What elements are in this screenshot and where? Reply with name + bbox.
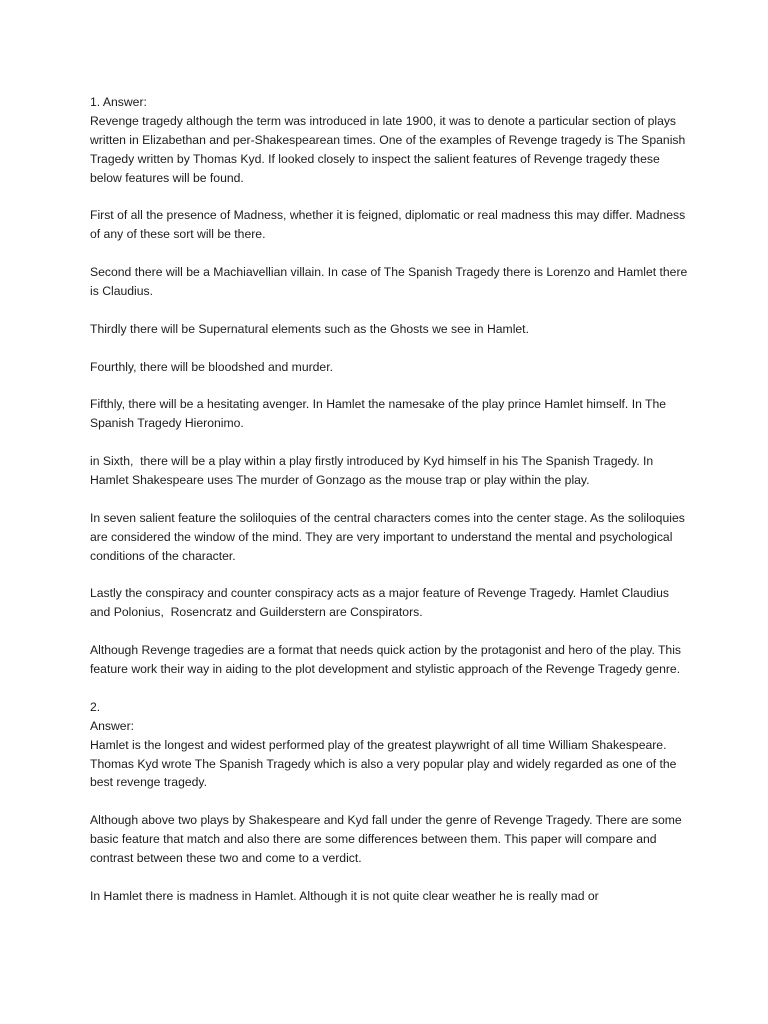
paragraph-conclusion-1: Although Revenge tragedies are a format that needs quick action by the protagonist and hero of the play. This feature work their way in aiding to the plot development and stylistic approach of the Revenge Tragedy genre. [90, 643, 685, 677]
document-page [90, 93, 690, 906]
paragraph-play-within-play: in Sixth, there will be a play within a play firstly introduced by Kyd himself in his The Spanish Tragedy. In Hamlet Shakespeare uses The murder of Gonzago as the mouse trap or play within the play. [90, 454, 657, 488]
paragraph-conspiracy: Lastly the conspiracy and counter conspiracy acts as a major feature of Revenge Tragedy. Hamlet Claudius and Polonius, Rosencratz and Guilderstern are Conspirators. [90, 586, 673, 620]
paragraph-madness: First of all the presence of Madness, whether it is feigned, diplomatic or real madness this may differ. Madness of any of these sort will be there. [90, 208, 689, 242]
answer-2-heading: Answer: [90, 718, 135, 733]
paragraph-villain: Second there will be a Machiavellian villain. In case of The Spanish Tragedy there is Lorenzo and Hamlet there is Claudius. [90, 265, 691, 299]
paragraph-soliloquies: In seven salient feature the soliloquies of the central characters comes into the center stage. As the soliloquies are considered the window of the mind. They are very important to understand the mental and psychological conditions of the character. [90, 510, 689, 563]
answer-1-heading: 1. Answer: [90, 95, 147, 109]
paragraph-hamlet-madness: In Hamlet there is madness in Hamlet. Although it is not quite clear weather he is really mad or [90, 888, 599, 903]
paragraph-bloodshed: Fourthly, there will be bloodshed and murder. [90, 359, 333, 374]
paragraph-avenger: Fifthly, there will be a hesitating avenger. In Hamlet the namesake of the play prince Hamlet himself. In The Spanish Tragedy Hieronimo. [90, 397, 670, 431]
paragraph-hamlet-intro: Hamlet is the longest and widest performed play of the greatest playwright of all time William Shakespeare. Thomas Kyd wrote The Spanish Tragedy which is also a very popular play and widely regarded as one of the best revenge tragedy. [90, 737, 680, 790]
paragraph-intro: Revenge tragedy although the term was introduced in late 1900, it was to denote a particular section of plays written in Elizabethan and per-Shakespearean times. One of the examples of Revenge tragedy is The Spanish Tragedy written by Thomas Kyd. If looked closely to inspect the salient features of Revenge tragedy these below features will be found. [90, 113, 689, 185]
answer-2-number: 2. [90, 699, 101, 714]
paragraph-compare: Although above two plays by Shakespeare and Kyd fall under the genre of Revenge Tragedy. There are some basic feature that match and also there are some differences between them. This paper will compare and contrast between these two and come to a verdict. [90, 813, 686, 866]
paragraph-supernatural: Thirdly there will be Supernatural elements such as the Ghosts we see in Hamlet. [90, 321, 529, 336]
